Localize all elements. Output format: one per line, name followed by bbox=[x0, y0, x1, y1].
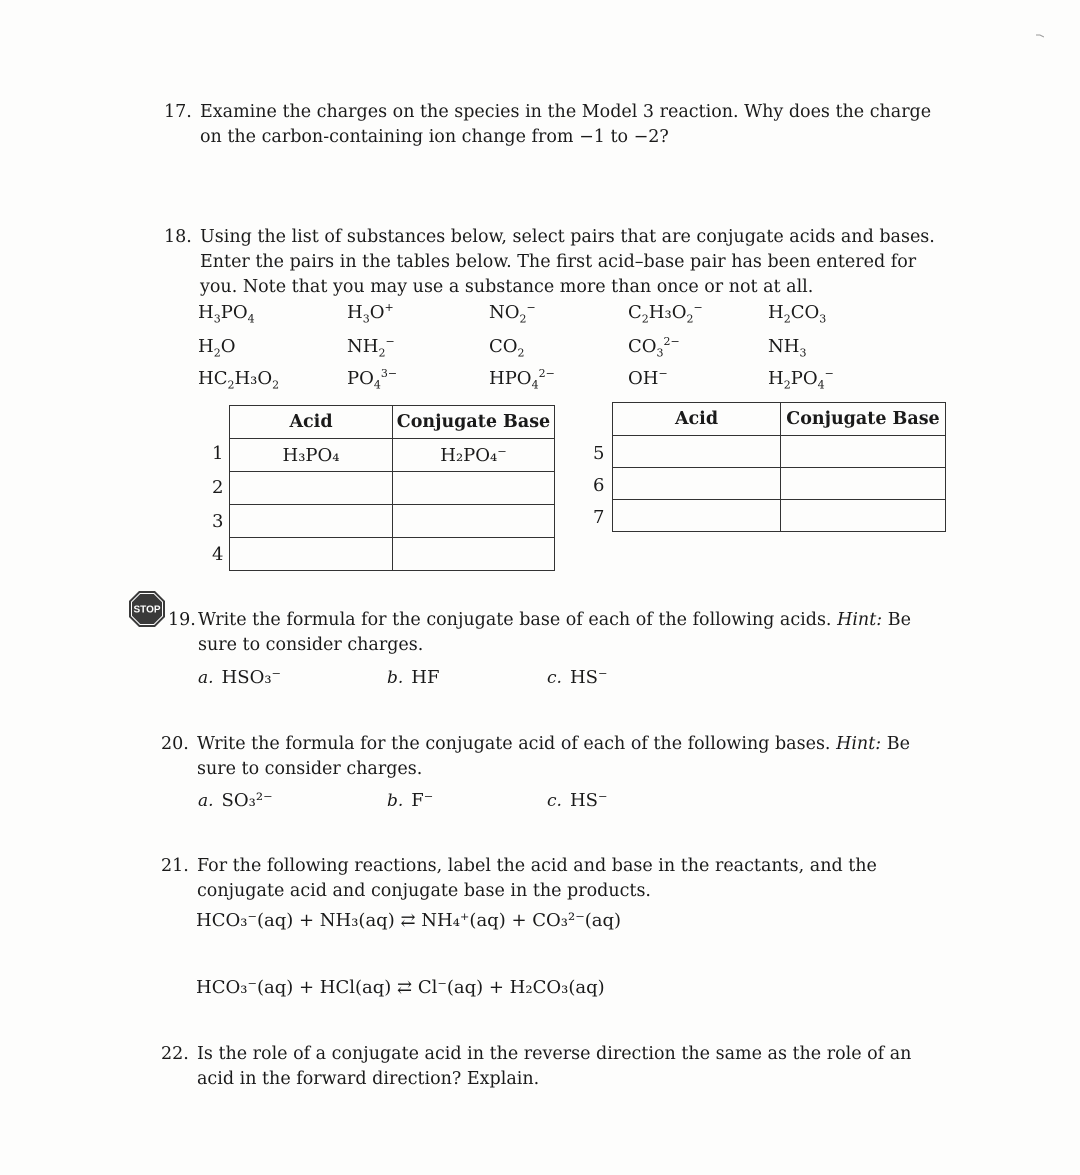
species-formula: $H_3PO_4$ bbox=[198, 302, 255, 326]
row-number: 6 bbox=[593, 475, 605, 496]
hint-text: Be sure to consider charges. bbox=[197, 734, 910, 779]
species-formula: $CO_3^{2-}$ bbox=[628, 335, 680, 360]
hint-text: Be sure to consider charges. bbox=[198, 610, 911, 655]
scan-mark bbox=[1036, 34, 1044, 38]
acid-cell[interactable] bbox=[613, 500, 781, 532]
part-label: a. bbox=[198, 668, 214, 688]
part-label: c. bbox=[547, 791, 562, 811]
acid-cell[interactable] bbox=[230, 538, 393, 571]
hint-label: Hint: bbox=[837, 610, 883, 630]
part-value: HF bbox=[411, 667, 440, 688]
conjugate-base-cell[interactable] bbox=[393, 472, 555, 505]
species-formula: $H_2PO_4^-$ bbox=[768, 367, 834, 392]
species-formula: $PO_4^{3-}$ bbox=[347, 367, 398, 392]
part-value: HS⁻ bbox=[569, 790, 608, 811]
stop-sign-icon bbox=[128, 590, 166, 628]
row-number: 2 bbox=[212, 477, 224, 498]
question-text: Write the formula for the conjugate base of each of the following acids. bbox=[198, 610, 832, 630]
species-formula: $NH_3$ bbox=[768, 336, 807, 360]
species-formula: $HC_2H_3O_2$ bbox=[198, 368, 280, 392]
part-value: F⁻ bbox=[411, 790, 434, 811]
question-number: 17. bbox=[164, 102, 192, 122]
species-formula: $CO_2$ bbox=[489, 336, 525, 360]
question-number: 18. bbox=[164, 227, 192, 247]
part-label: c. bbox=[547, 668, 562, 688]
question-text: Examine the charges on the species in the Model 3 reaction. Why does the charge on the carbon-containing ion change from −1 to −2? bbox=[200, 102, 932, 147]
question-number: 22. bbox=[161, 1044, 189, 1064]
example-base: H₂PO₄⁻ bbox=[440, 444, 507, 466]
part-value: HS⁻ bbox=[569, 667, 608, 688]
example-base-cell[interactable] bbox=[393, 439, 555, 472]
acid-cell[interactable] bbox=[613, 468, 781, 500]
row-number: 3 bbox=[212, 511, 224, 532]
part-label: b. bbox=[387, 791, 404, 811]
row-number: 7 bbox=[593, 507, 605, 528]
conjugate-base-cell[interactable] bbox=[393, 505, 555, 538]
part-value: SO₃²⁻ bbox=[221, 790, 273, 811]
part-label: b. bbox=[387, 668, 404, 688]
row-number: 4 bbox=[212, 544, 224, 565]
part-a bbox=[198, 790, 273, 811]
species-formula: $H_3O^+$ bbox=[347, 301, 394, 326]
conjugate-base-cell[interactable] bbox=[393, 538, 555, 571]
acid-cell[interactable] bbox=[230, 472, 393, 505]
conjugate-pair-table-left bbox=[229, 405, 555, 571]
reaction-equation-2: HCO₃⁻(aq) + HCl(aq) ⇄ Cl⁻(aq) + H₂CO₃(aq) bbox=[196, 977, 605, 998]
part-b bbox=[387, 790, 433, 811]
question-number: 20. bbox=[161, 734, 189, 754]
part-value: HSO₃⁻ bbox=[221, 667, 282, 688]
question-text: Write the formula for the conjugate acid of each of the following bases. bbox=[197, 734, 831, 754]
question-text: For the following reactions, label the acid and base in the reactants, and the conjugate acid and conjugate base in the products. bbox=[197, 856, 877, 901]
conjugate-base-cell[interactable] bbox=[781, 468, 946, 500]
question-text: Using the list of substances below, select pairs that are conjugate acids and bases. Enter the pairs in the tables below. The first acid–base pair has been entered for you. Note that you may use a substance more than once or not at all. bbox=[200, 227, 935, 297]
question-number: 21. bbox=[161, 856, 189, 876]
conjugate-base-cell[interactable] bbox=[781, 500, 946, 532]
acid-cell[interactable] bbox=[230, 505, 393, 538]
part-a bbox=[198, 667, 281, 688]
example-acid-cell[interactable] bbox=[230, 439, 393, 472]
row-number: 5 bbox=[593, 443, 605, 464]
part-c bbox=[547, 667, 607, 688]
conjugate-base-cell[interactable] bbox=[781, 436, 946, 468]
species-formula: $NH_2^-$ bbox=[347, 335, 395, 360]
part-c bbox=[547, 790, 607, 811]
acid-cell[interactable] bbox=[613, 436, 781, 468]
hint-label: Hint: bbox=[836, 734, 882, 754]
species-formula: OH− bbox=[628, 367, 668, 389]
part-b bbox=[387, 667, 439, 688]
species-formula: $C_2H_3O_2^-$ bbox=[628, 301, 703, 326]
reaction-equation-1: HCO₃⁻(aq) + NH₃(aq) ⇄ NH₄⁺(aq) + CO₃²⁻(aq) bbox=[196, 910, 622, 931]
species-formula: $H_2O$ bbox=[198, 336, 236, 360]
acid-header: Acid bbox=[613, 403, 781, 436]
species-formula: $HPO_4^{2-}$ bbox=[489, 367, 555, 392]
conjugate-base-header: Conjugate Base bbox=[393, 406, 555, 439]
conjugate-pair-table-right bbox=[612, 402, 946, 532]
part-label: a. bbox=[198, 791, 214, 811]
example-acid: H₃PO₄ bbox=[282, 444, 340, 466]
species-formula: $H_2CO_3$ bbox=[768, 302, 827, 326]
conjugate-base-header: Conjugate Base bbox=[781, 403, 946, 436]
question-text: Is the role of a conjugate acid in the reverse direction the same as the role of an acid in the forward direction? Explain. bbox=[197, 1044, 912, 1089]
question-number: 19. bbox=[168, 610, 196, 630]
row-number: 1 bbox=[212, 443, 224, 464]
species-formula: $NO_2^-$ bbox=[489, 301, 536, 326]
acid-header: Acid bbox=[230, 406, 393, 439]
stop-sign-label: STOP bbox=[133, 604, 161, 616]
